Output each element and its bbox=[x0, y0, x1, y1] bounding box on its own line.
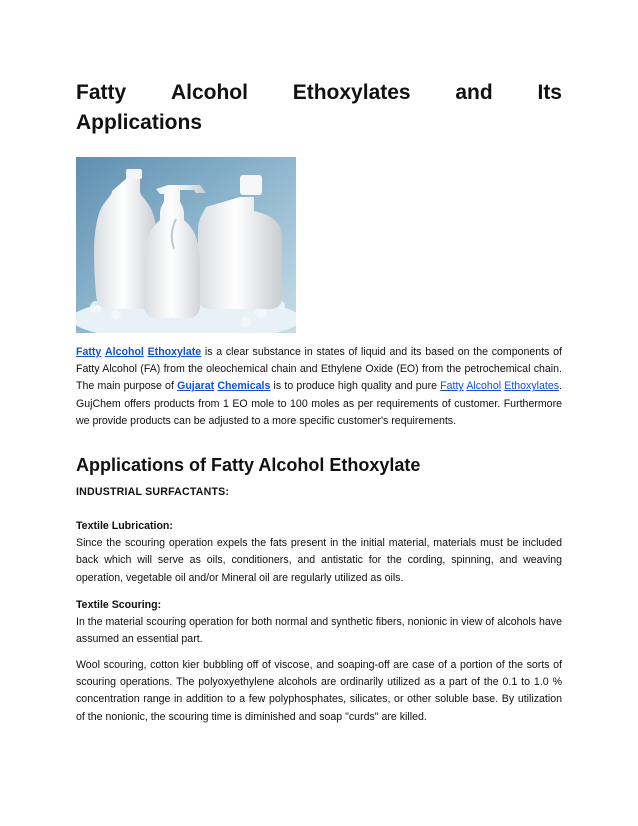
textile-lubrication-body: Since the scouring operation expels the fats present in the initial material, materials must be included back which will serve as oils, conditioners, and antistatic for the cording, spinning, and weaving operation, vegetable oil and/or Mineral oil are regularly utilized as oils. bbox=[76, 537, 562, 584]
intro-text-1: is a clear substance in states of liquid and its based on the components of Fatty Alcohol (FA) from the oleochemical chain and Ethylene Oxide (EO) from the petrochemical chain. The main purpose of bbox=[76, 346, 562, 393]
textile-scouring-heading: Textile Scouring: bbox=[76, 599, 162, 611]
link-gujarat[interactable]: Gujarat bbox=[177, 380, 215, 393]
textile-scouring-body: In the material scouring operation for both normal and synthetic fibers, nonionic in view of alcohols have assumed an essential part. bbox=[76, 616, 562, 646]
link-fatty[interactable]: Fatty bbox=[76, 346, 102, 358]
title-word: Fatty bbox=[76, 81, 127, 104]
category-heading: INDUSTRIAL SURFACTANTS: bbox=[76, 486, 230, 498]
textile-scouring-section bbox=[76, 597, 562, 649]
textile-lubrication-heading: Textile Lubrication: bbox=[76, 520, 173, 532]
page-title bbox=[76, 78, 562, 138]
link-alcohol[interactable]: Alcohol bbox=[105, 346, 144, 358]
link-ethoxylates[interactable]: Ethoxylates bbox=[504, 380, 560, 393]
product-bottles-image bbox=[76, 157, 296, 333]
link-chemicals[interactable]: Chemicals bbox=[217, 380, 271, 393]
link-alcohol-2[interactable]: Alcohol bbox=[466, 380, 502, 393]
title-word: Alcohol bbox=[170, 81, 248, 104]
textile-lubrication-section bbox=[76, 518, 562, 587]
intro-paragraph bbox=[76, 344, 562, 430]
wool-scouring-paragraph bbox=[76, 657, 562, 726]
applications-heading: Applications of Fatty Alcohol Ethoxylate bbox=[76, 455, 421, 475]
intro-text-3: . GujChem offers products from 1 EO mole to 100 moles as per requirements of customer. Furthermore we provide products can be adjusted to a more specific customer's requirements. bbox=[76, 380, 562, 427]
link-fatty-2[interactable]: Fatty bbox=[440, 380, 464, 393]
title-word: Ethoxylates bbox=[292, 81, 411, 104]
wool-scouring-body: Wool scouring, cotton kier bubbling off of viscose, and soaping-off are case of a portion of the sorts of scouring operations. The polyoxyethylene alcohols are ordinarily utilized as a part of the 0.1 to 1.0 % concentration range in addition to a few polyphosphates, silicates, or other soluble base. By utilization of the nonionic, the scouring time is diminished and soap "curds" are killed. bbox=[76, 659, 562, 723]
title-line-1 bbox=[76, 78, 562, 108]
title-word: and bbox=[455, 81, 493, 104]
link-ethoxylate[interactable]: Ethoxylate bbox=[147, 346, 202, 358]
intro-text-2: is to produce high quality and pure bbox=[270, 380, 441, 393]
title-word: Its bbox=[537, 81, 562, 104]
title-line-2: Applications bbox=[76, 111, 203, 134]
